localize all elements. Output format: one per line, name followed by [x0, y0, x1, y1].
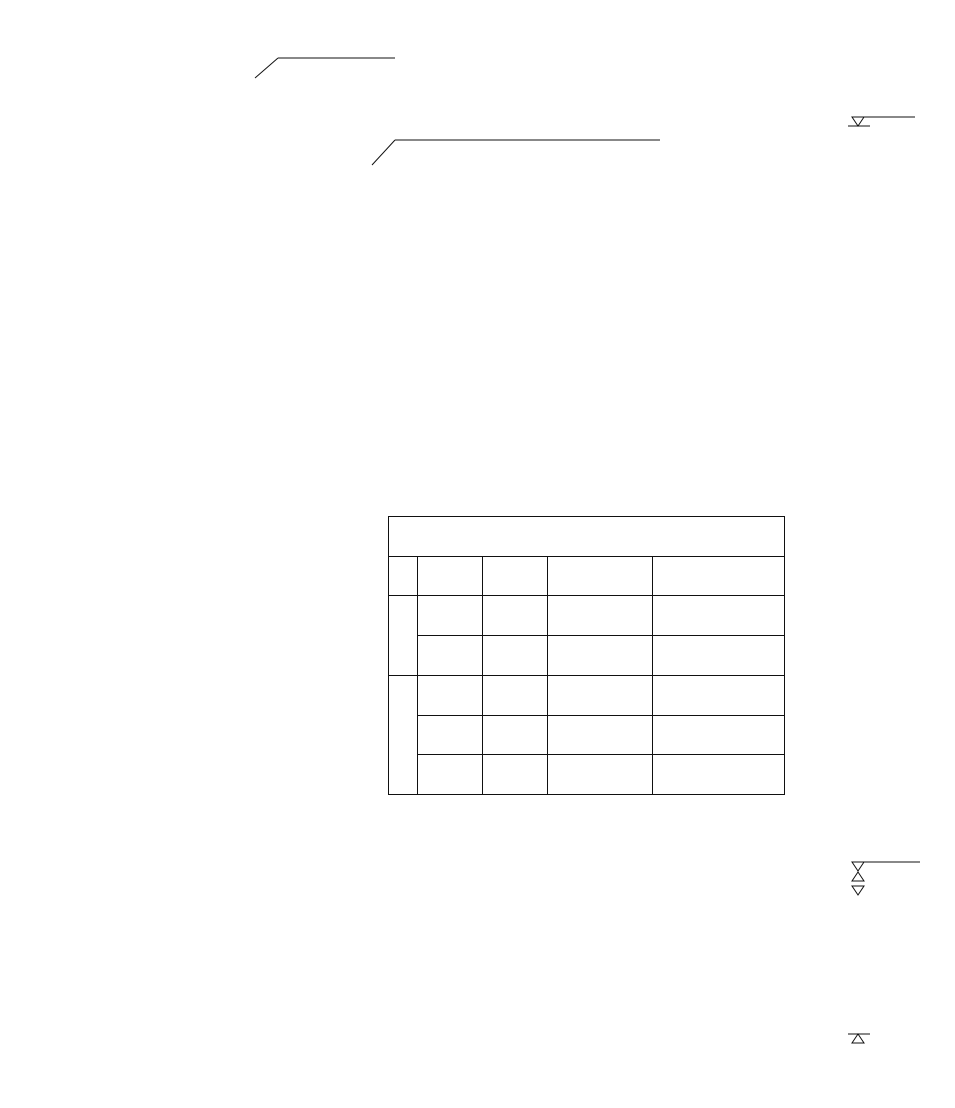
cell-floor	[483, 636, 548, 676]
elev-bottom	[848, 1034, 870, 1043]
cell-ceiling	[653, 596, 785, 636]
cell-floor	[483, 715, 548, 755]
elev-minus01	[852, 872, 864, 881]
cell-wall	[548, 675, 653, 715]
group-b2	[389, 675, 418, 794]
table-row	[389, 636, 785, 676]
cell-wall	[548, 755, 653, 795]
cell-ceiling	[653, 715, 785, 755]
cell-function	[418, 596, 483, 636]
cell-floor	[483, 675, 548, 715]
cell-floor	[483, 755, 548, 795]
cell-function	[418, 715, 483, 755]
elev-ground	[852, 862, 920, 871]
frame-leader	[372, 140, 395, 165]
header-wall	[548, 556, 653, 596]
table-row	[389, 675, 785, 715]
header-level	[389, 556, 418, 596]
core-tube-leader	[255, 58, 278, 78]
cell-function	[418, 755, 483, 795]
cell-ceiling	[653, 675, 785, 715]
cell-floor	[483, 596, 548, 636]
cell-wall	[548, 715, 653, 755]
cell-ceiling	[653, 755, 785, 795]
group-b1	[389, 596, 418, 675]
cell-wall	[548, 596, 653, 636]
header-floor	[483, 556, 548, 596]
cell-function	[418, 675, 483, 715]
elev-top	[848, 117, 915, 126]
table-row	[389, 755, 785, 795]
elev-minus2	[852, 886, 864, 895]
cell-wall	[548, 636, 653, 676]
cell-function	[418, 636, 483, 676]
header-ceiling	[653, 556, 785, 596]
header-function	[418, 556, 483, 596]
table-row	[389, 596, 785, 636]
decoration-table	[388, 516, 785, 795]
cell-ceiling	[653, 636, 785, 676]
table-title	[389, 517, 785, 557]
table-row	[389, 715, 785, 755]
